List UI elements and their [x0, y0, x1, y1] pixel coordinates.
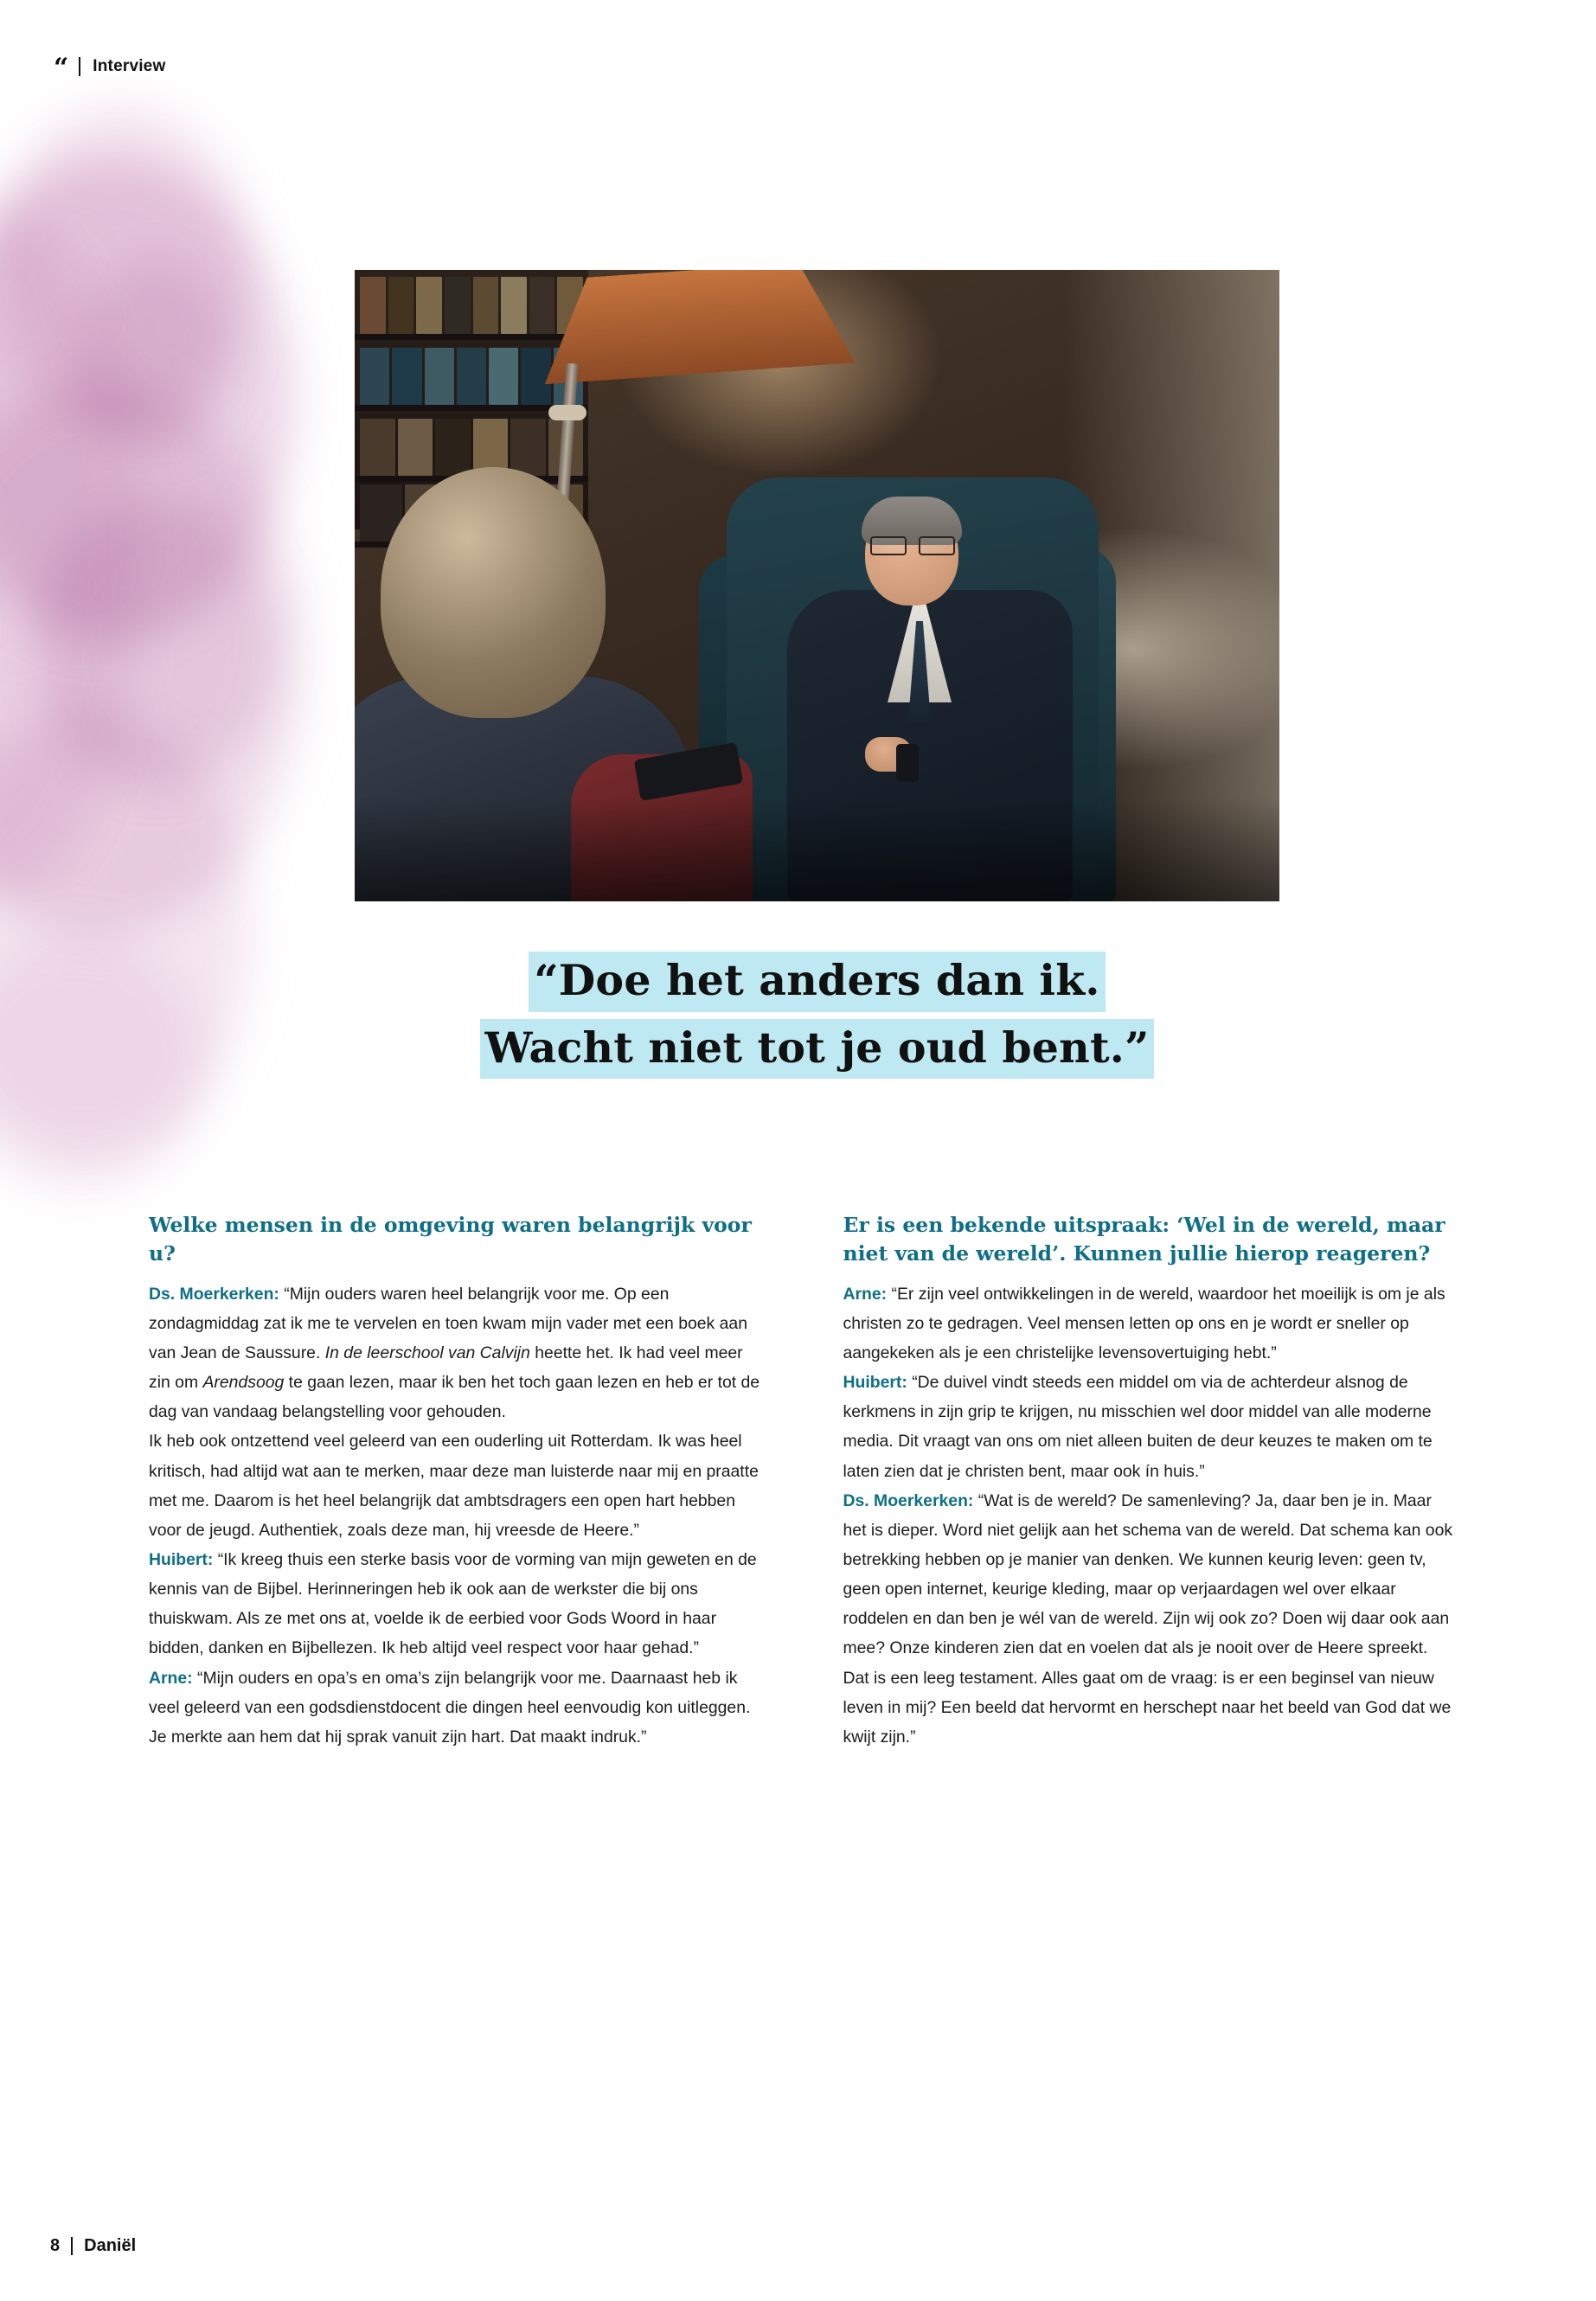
paragraph-text: te gaan lezen, maar ik ben het toch gaan lezen en heb er tot de dag van vandaag belangstelling voor gehouden.	[149, 1373, 760, 1422]
paragraph	[149, 1663, 761, 1752]
paragraph-text: heette het. Ik had veel meer zin om	[149, 1343, 743, 1393]
paragraph	[149, 1545, 761, 1663]
footer-divider	[71, 2237, 73, 2255]
left-column	[149, 1211, 761, 1752]
paragraph-text: “Wat is de wereld? De samenleving? Ja, daar ben je in. Maar het is dieper. Word niet gelijk aan het schema van de wereld. Dat schema kan ook betrekking hebben op je manier van denken. We kunnen keurig leven: geen tv, geen open internet, keurige kleding, maar op verjaardagen wel over elkaar roddelen en dan ben je wél van de wereld. Zijn wij ook zo? Doen wij daar ook aan mee? Onze kinderen zien dat en voelen dat als je nooit over de Heere spreekt. Dat is een leeg testament. Alles gaat om de vraag: is er een beginsel van nieuw leven in mij? Een beeld dat hervormt en herschept naar het beeld van God dat we kwijt zijn.”	[843, 1490, 1453, 1747]
article-body	[149, 1211, 1455, 1752]
page-footer	[50, 2236, 136, 2256]
paragraph	[843, 1486, 1456, 1752]
speaker-name: Huibert:	[149, 1549, 214, 1569]
section-label: Interview	[93, 57, 166, 75]
question-heading-right: Er is een bekende uitspraak: ‘Wel in de wereld, maar niet van de wereld’. Kunnen jullie hierop reageren?	[843, 1213, 1445, 1266]
paragraph-text: “Mijn ouders waren heel belangrijk voor me. Op een zondagmiddag zat ik me te vervelen en toen kwam mijn vader met een boek aan van Jean de Saussure.	[149, 1284, 747, 1362]
header-divider	[79, 57, 80, 76]
paragraph-text: Ik heb ook ontzettend veel geleerd van een ouderling uit Rotterdam. Ik was heel kritisch, had altijd wat aan te merken, maar deze man luisterde naar mij en praatte met me. Daarom is het heel belangrijk dat ambtsdragers een open hart hebben voor de jeugd. Authentiek, zoals deze man, hij vreesde de Heere.”	[149, 1432, 759, 1540]
paragraph	[843, 1368, 1456, 1486]
book-title: In de leerschool van Calvijn	[324, 1343, 530, 1362]
pull-quote	[355, 952, 1279, 1079]
floor-lamp-fitting	[548, 405, 586, 420]
handheld-object	[896, 744, 919, 782]
floor-lamp-shade	[537, 270, 855, 384]
paragraph-text: “Er zijn veel ontwikkelingen in de wereld, waardoor het moeilijk is om je als christen zo te gedragen. Veel mensen letten op ons en je wordt er sneller op aangekeken als je een christelijke levensovertuiging hebt.”	[843, 1284, 1445, 1362]
question-heading-left: Welke mensen in de omgeving waren belangrijk voor u?	[149, 1213, 752, 1266]
speaker-name: Ds. Moerkerken:	[843, 1490, 974, 1510]
paragraph	[149, 1426, 761, 1545]
pull-quote-line-1: “Doe het anders dan ik.	[529, 952, 1105, 1012]
interviewer-head	[381, 467, 606, 718]
right-column	[843, 1211, 1456, 1752]
interview-photo	[355, 270, 1279, 901]
speaker-name: Huibert:	[843, 1373, 907, 1393]
photo-bottom-shadow	[355, 798, 1279, 901]
speaker-name: Arne:	[843, 1284, 888, 1304]
paragraph	[149, 1279, 761, 1427]
paragraph-text: “De duivel vindt steeds een middel om via de achterdeur alsnog de kerkmens in zijn grip te krijgen, nu misschien wel door middel van alle moderne media. Dit vraagt van ons om niet alleen buiten de deur keuzes te maken om te laten zien dat je christen bent, maar ook ín huis.”	[843, 1373, 1433, 1481]
pull-quote-line-2: Wacht niet tot je oud bent.”	[480, 1019, 1155, 1080]
book-title: Arendsoog	[202, 1373, 285, 1393]
glasses-icon	[870, 536, 955, 552]
quote-mark-icon: “	[54, 53, 67, 83]
page-header	[54, 53, 166, 83]
paragraph-text: “Ik kreeg thuis een sterke basis voor de vorming van mijn geweten en de kennis van de Bijbel. Herinneringen heb ik ook aan de werkster die bij ons thuiskwam. Als ze met ons at, voelde ik de eerbied voor Gods Woord in haar bidden, danken en Bijbellezen. Ik heb altijd veel respect voor haar gehad.”	[149, 1549, 757, 1658]
speaker-name: Ds. Moerkerken:	[149, 1284, 279, 1304]
paragraph-text: “Mijn ouders en opa’s en oma’s zijn belangrijk voor me. Daarnaast heb ik veel geleerd van een godsdienstdocent die dingen heel eenvoudig kon uitleggen. Je merkte aan hem dat hij sprak vanuit zijn hart. Dat maakt indruk.”	[149, 1668, 751, 1747]
photo-scene	[355, 270, 1279, 901]
speaker-name: Arne:	[149, 1668, 193, 1688]
paragraph	[843, 1279, 1456, 1368]
page-number: 8	[50, 2236, 61, 2255]
publication-name: Daniël	[84, 2236, 137, 2255]
